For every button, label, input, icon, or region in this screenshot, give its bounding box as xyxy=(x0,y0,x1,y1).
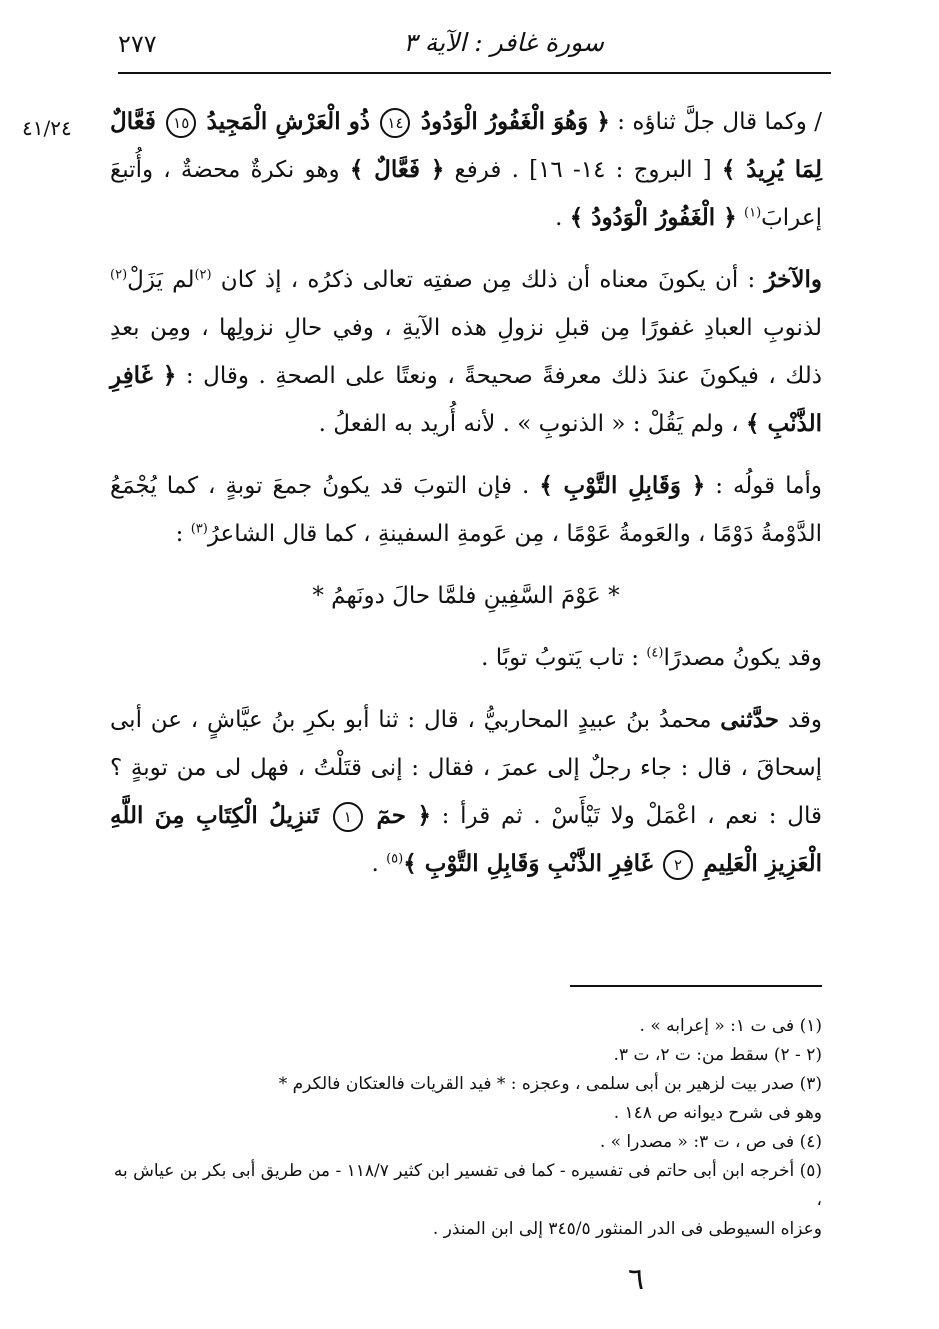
header-rule xyxy=(118,72,831,74)
paragraph-2 xyxy=(110,256,822,448)
ayah-marker: ١٤ xyxy=(380,108,410,138)
footnote-line: (٢ - ٢) سقط من: ت ٢، ت ٣. xyxy=(613,1045,822,1065)
text-span: : تاب يَتوبُ توبًا . xyxy=(481,645,647,671)
footnote-line: (٤) فى ص ، ت ٣: « مصدرا » . xyxy=(599,1132,822,1152)
footnote-ref: (٢) xyxy=(110,267,128,283)
paragraph-5 xyxy=(110,696,822,888)
quran-quote: ذُو الْعَرْشِ الْمَجِيدُ xyxy=(206,108,371,135)
quran-quote: ﴿ حمٓ xyxy=(376,802,431,829)
text-span: وأما قولُه : xyxy=(705,473,823,499)
quran-quote: ﴿ فَعَّالٌ ﴾ xyxy=(349,156,445,183)
margin-reference: ٤١/٢٤ xyxy=(22,116,72,140)
text-span: . xyxy=(555,205,563,231)
quran-quote: غَافِرِ الذَّنْبِ وَقَابِلِ التَّوْبِ ﴾ xyxy=(403,850,653,877)
text-span: . xyxy=(371,851,387,877)
footnote-ref: (٥) xyxy=(386,851,404,867)
paragraph-3 xyxy=(110,462,822,558)
keyword: حدَّثنى xyxy=(720,706,780,733)
text-span: / وكما قال جلَّ ثناؤه : xyxy=(609,109,823,135)
footnote-line: (٥) أخرجه ابن أبى حاتم فى تفسيره - كما فى تفسير ابن كثير ١١٨/٧ - من طريق أبى بكر بن عياش به ، xyxy=(113,1161,822,1210)
keyword: والآخرُ xyxy=(764,266,822,293)
footnote-line: (١) فى ت ١: « إعرابه » . xyxy=(639,1016,822,1036)
text-span: ، ولم يَقُلْ : « الذنوبِ » . لأنه أُريد به الفعلُ . xyxy=(318,411,739,437)
quran-quote: ﴿ الْغَفُورُ الْوَدُودُ ﴾ xyxy=(569,204,737,231)
footnote-ref: (٤) xyxy=(646,645,664,661)
quran-quote: فَعَّالٌ لِمَا يُرِيدُ ﴾ xyxy=(110,108,823,183)
quran-quote: ﴿ غَافِرِ الذَّنْبِ ﴾ xyxy=(110,362,822,437)
running-title: سورة غافر : الآية ٣ xyxy=(403,28,604,57)
footnote-ref: (٣) xyxy=(190,521,208,537)
paragraph-4 xyxy=(110,634,822,682)
text-span: وقد xyxy=(779,707,822,733)
ayah-marker: ٢ xyxy=(663,850,693,880)
text-span: لم يَزَلْ xyxy=(127,267,195,293)
poetry-verse: * عَوْمَ السَّفِينِ فلمَّا حالَ دونَهمُ * xyxy=(312,583,620,609)
footnote-line: (٣) صدر بيت لزهير بن أبى سلمى ، وعجزه : * فيد القريات فالعتكان فالكرم * xyxy=(278,1074,822,1094)
text-span: لذنوبِ العبادِ غفورًا مِن قبلِ نزولِ هذه الآيةِ ، وفي حالِ نزولِها ، ومِن بعدِ ذلك ، فيكونَ عندَ ذلك معرفةً صحيحةً ، ونعتًا على الصحةِ . وقال : xyxy=(110,315,822,389)
text-span: : أن يكونَ معناه أن ذلك مِن صفتِه تعالى ذكرُه ، إذ كان xyxy=(211,267,756,293)
paragraph-1 xyxy=(110,98,822,242)
footnote-line: وهو فى شرح ديوانه ص ١٤٨ . xyxy=(613,1103,822,1123)
main-text xyxy=(110,98,822,902)
text-span: [ البروج : ١٤- ١٦] . فرفع xyxy=(444,157,712,183)
quran-quote: تَنزِيلُ الْكِتَابِ مِنَ اللَّهِ الْعَزِيزِ الْعَلِيمِ xyxy=(110,802,822,877)
text-span: . فإن التوبَ قد يكونُ جمعَ توبةٍ ، كما يُجْمَعُ الدَّوْمةُ دَوْمًا ، والعَومةُ عَوْمًا ، مِن عَومةِ السفينةِ ، كما قال الشاعرُ xyxy=(110,473,822,547)
footnote-rule xyxy=(570,985,822,987)
quran-quote: ﴿ وَقَابِلِ التَّوْبِ ﴾ xyxy=(539,472,706,499)
footnote-line: وعزاه السيوطى فى الدر المنثور ٣٤٥/٥ إلى ابن المنذر . xyxy=(432,1219,822,1239)
text-span: محمدُ بنُ عبيدٍ المحاربيُّ ، قال : ثنا أبو بكرِ بنُ عيَّاشٍ ، عن أبى إسحاقَ ، قال : جاء رجلٌ إلى عمرَ ، فقال : إنى قتَلْتُ ، فهل لى من توبةٍ ؟ قال : نعم ، اعْمَلْ ولا تَيْأَسْ . ثم قرأ : xyxy=(110,707,822,829)
page-number: ٢٧٧ xyxy=(118,30,157,58)
page-signature-mark: ٦ xyxy=(628,1262,645,1297)
footnote-ref: (١) xyxy=(744,205,762,221)
footnotes xyxy=(110,1012,822,1244)
footnote-ref: (٢) xyxy=(194,267,212,283)
ayah-marker: ١٥ xyxy=(166,108,196,138)
text-span: وهو نكرةٌ محضةٌ ، وأُتبعَ إعرابَ xyxy=(110,157,822,231)
text-span: : xyxy=(175,521,191,547)
quran-quote: ﴿ وَهُوَ الْغَفُورُ الْوَدُودُ xyxy=(420,108,610,135)
text-span: وقد يكونُ مصدرًا xyxy=(663,645,822,671)
ayah-marker: ١ xyxy=(333,802,363,832)
